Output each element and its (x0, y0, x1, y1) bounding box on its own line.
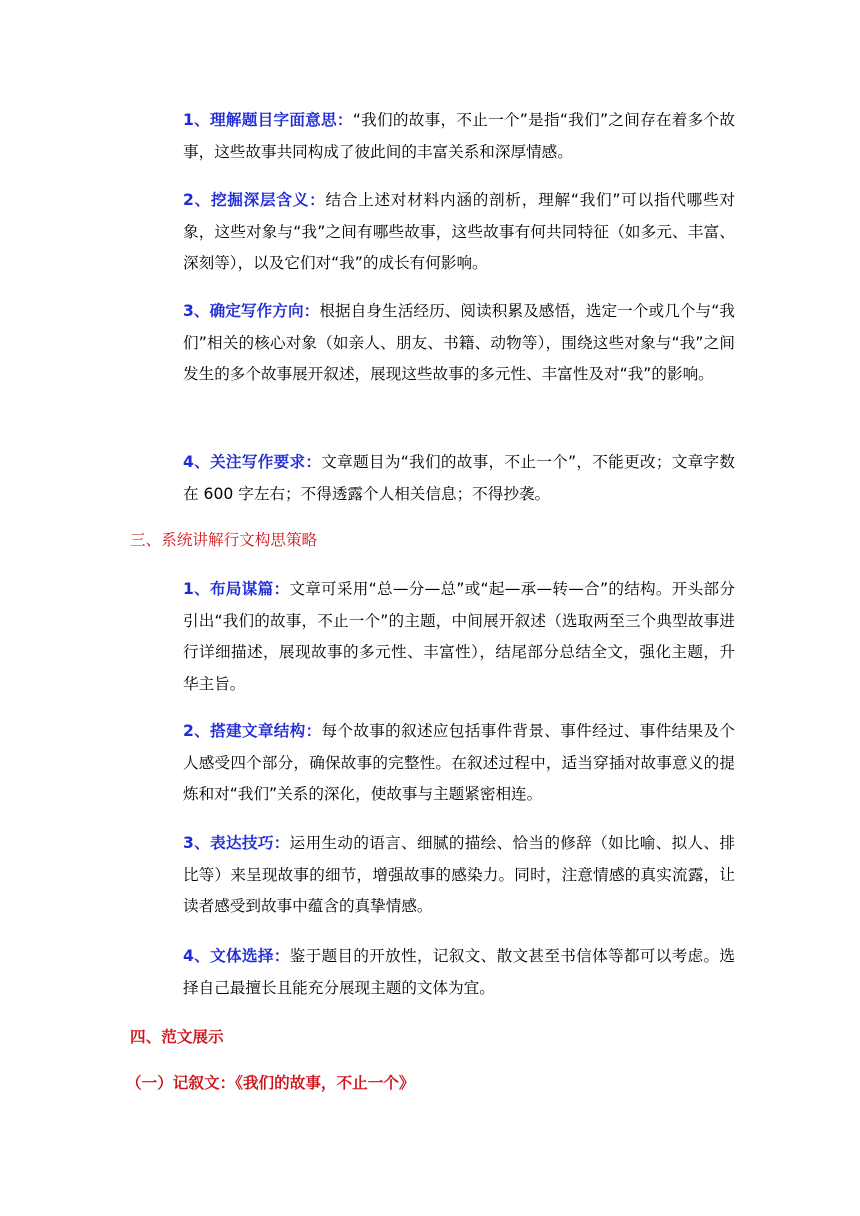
section-heading: 四、范文展示 (130, 1028, 224, 1046)
item-lead: 4、关注写作要求： (183, 453, 322, 471)
subsection-heading: （一）记叙文：《我们的故事，不止一个》 (126, 1074, 415, 1092)
item-lead: 3、表达技巧： (183, 834, 290, 852)
item-layout-planning (183, 574, 735, 700)
item-text: 运用生动的语言、细腻的描绘、恰当的修辞（如比喻、拟人、排比等）来呈现故事的细节，增强故事的感染力。同时，注意情感的真实流露，让读者感受到故事中蕴含的真挚情感。 (183, 834, 735, 915)
item-writing-direction (183, 296, 735, 391)
item-deep-meaning (183, 185, 735, 280)
item-genre-selection (183, 941, 735, 1004)
item-text: 文章题目为“我们的故事，不止一个”，不能更改；文章字数在 600 字左右；不得透露个人相关信息；不得抄袭。 (183, 453, 735, 503)
item-text: “我们的故事，不止一个”是指“我们”之间存在着多个故事，这些故事共同构成了彼此间的丰富关系和深厚情感。 (183, 111, 735, 161)
item-lead: 1、布局谋篇： (183, 580, 290, 598)
item-lead: 2、搭建文章结构： (183, 722, 322, 740)
item-text: 结合上述对材料内涵的剖析，理解“我们”可以指代哪些对象，这些对象与“我”之间有哪些故事，这些故事有何共同特征（如多元、丰富、深刻等），以及它们对“我”的成长有何影响。 (183, 191, 735, 272)
item-text: 每个故事的叙述应包括事件背景、事件经过、事件结果及个人感受四个部分，确保故事的完整性。在叙述过程中，适当穿插对故事意义的提炼和对“我们”关系的深化，使故事与主题紧密相连。 (183, 722, 735, 803)
item-lead: 3、确定写作方向： (183, 302, 320, 320)
item-understand-literal (183, 105, 735, 168)
item-lead: 4、文体选择： (183, 947, 290, 965)
item-expression-skills (183, 828, 735, 923)
section-heading: 三、系统讲解行文构思策略 (130, 531, 318, 549)
item-text: 文章可采用“总—分—总”或“起—承—转—合”的结构。开头部分引出“我们的故事，不止一个”的主题，中间展开叙述（选取两至三个典型故事进行详细描述，展现故事的多元性、丰富性），结尾部分总结全文，强化主题，升华主旨。 (183, 580, 735, 693)
item-lead: 2、挖掘深层含义： (183, 191, 326, 209)
item-article-structure (183, 716, 735, 811)
item-text: 根据自身生活经历、阅读积累及感悟，选定一个或几个与“我们”相关的核心对象（如亲人、朋友、书籍、动物等），围绕这些对象与“我”之间发生的多个故事展开叙述，展现这些故事的多元性、丰富性及对“我”的影响。 (183, 302, 735, 383)
item-writing-requirements (183, 447, 735, 510)
item-lead: 1、理解题目字面意思： (183, 111, 353, 129)
item-text: 鉴于题目的开放性，记叙文、散文甚至书信体等都可以考虑。选择自己最擅长且能充分展现主题的文体为宜。 (183, 947, 735, 997)
